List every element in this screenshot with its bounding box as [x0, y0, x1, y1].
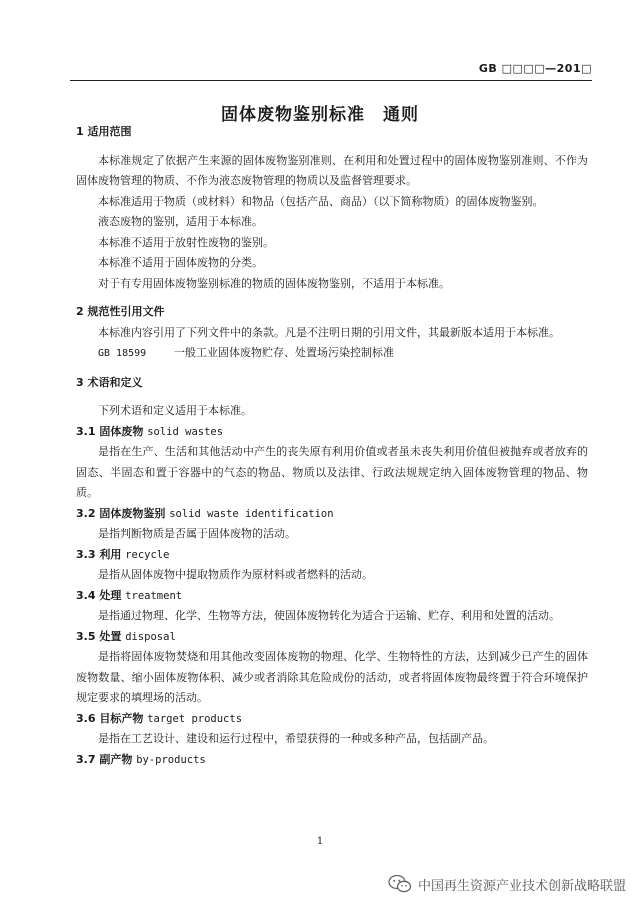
- term-heading: 3.6 目标产物 target products: [76, 711, 243, 725]
- term-definition: 是指判断物质是否属于固体废物的活动。: [98, 527, 296, 540]
- watermark: [388, 874, 626, 894]
- section-heading-terms: 3 术语和定义: [76, 375, 143, 389]
- section-heading-scope: 1 适用范围: [76, 125, 132, 138]
- term-definition: 是指通过物理、化学、生物等方法，使固体废物转化为适合于运输、贮存、利用和处置的活动。: [98, 609, 560, 622]
- paragraph: 下列术语和定义适用于本标准。: [98, 404, 252, 417]
- reference-title: 一般工业固体废物贮存、处置场污染控制标准: [174, 346, 394, 359]
- term-heading: 3.7 副产物 by-products: [76, 752, 206, 766]
- reference-code: GB 18599: [98, 348, 147, 359]
- term-definition: 是指在生产、生活和其他活动中产生的丧失原有利用价值或者虽未丧失利用价值但被抛弃或者放弃的固态、半固态和置于容器中的气态的物品、物质以及法律、行政法规规定纳入固体废物管理的物品、物质。: [76, 445, 588, 499]
- standard-code: GB □□□□—201□: [478, 62, 592, 75]
- paragraph: 本标准不适用于放射性废物的鉴别。: [98, 235, 274, 249]
- paragraph: 液态废物的鉴别，适用于本标准。: [98, 215, 263, 228]
- term-heading: 3.3 利用 recycle: [76, 547, 170, 561]
- paragraph: 本标准适用于物质（或材料）和物品（包括产品、商品）（以下简称物质）的固体废物鉴别。: [98, 194, 544, 208]
- term-heading: 3.4 处理 treatment: [76, 588, 183, 602]
- document-body: [76, 122, 588, 770]
- term-definition: 是指在工艺设计、建设和运行过程中，希望获得的一种或多种产品，包括副产品。: [98, 732, 494, 745]
- document-title: 固体废物鉴别标准 通则: [221, 105, 419, 125]
- term-heading: 3.5 处置 disposal: [76, 629, 176, 643]
- term-definition: 是指从固体废物中提取物质作为原材料或者燃料的活动。: [98, 568, 373, 581]
- paragraph: 本标准规定了依据产生来源的固体废物鉴别准则、在利用和处置过程中的固体废物鉴别准则、不作为固体废物管理的物质、不作为液态废物管理的物质以及监督管理要求。: [76, 153, 588, 187]
- term-heading: 3.2 固体废物鉴别 solid waste identification: [76, 506, 334, 520]
- term-definition: 是指将固体废物焚烧和用其他改变固体废物的物理、化学、生物特性的方法，达到减少已产生的固体废物数量、缩小固体废物体积、减少或者消除其危险成份的活动，或者将固体废物最终置于符合环境保护规定要求的填埋场的活动。: [76, 650, 588, 704]
- paragraph: 本标准不适用于固体废物的分类。: [98, 256, 263, 269]
- paragraph: 对于有专用固体废物鉴别标准的物质的固体废物鉴别，不适用于本标准。: [98, 276, 450, 290]
- wechat-icon: [388, 874, 412, 894]
- paragraph: 本标准内容引用了下列文件中的条款。凡是不注明日期的引用文件，其最新版本适用于本标准。: [98, 325, 560, 339]
- header-rule: [70, 80, 592, 81]
- watermark-text: 中国再生资源产业技术创新战略联盟: [417, 878, 626, 894]
- section-heading-references: 2 规范性引用文件: [76, 305, 165, 318]
- page-number: 1: [316, 836, 324, 847]
- reference-item: [76, 343, 588, 365]
- term-heading: 3.1 固体废物 solid wastes: [76, 424, 224, 438]
